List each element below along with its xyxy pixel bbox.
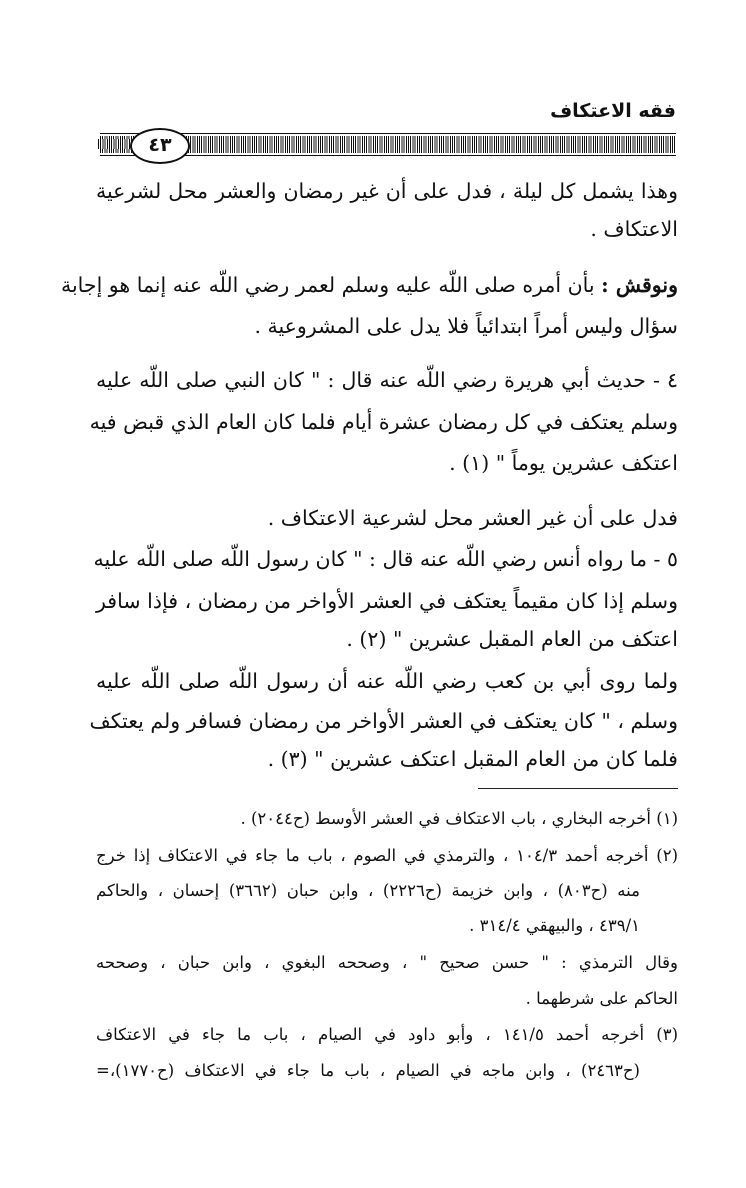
footnote-1: (١) أخرجه البخاري ، باب الاعتكاف في العشر الأوسط (ح٢٠٤٤) . — [240, 809, 678, 828]
body-line: وسلم ، " كان يعتكف في العشر الأواخر من رمضان فسافر ولم يعتكف — [89, 709, 678, 733]
body-line: فدل على أن غير العشر محل لشرعية الاعتكاف . — [267, 506, 678, 530]
footnote-2-line: (٢) أخرجه أحمد ١٠٤/٣ ، والترمذي في الصوم ، باب ما جاء في الاعتكاف إذا خرج — [96, 846, 678, 865]
header-rule-top — [100, 133, 676, 134]
footnote-2-line: منه (ح٨٠٣) ، وابن خزيمة (ح٢٢٢٦) ، وابن حبان (٣٦٦٢) إحسان ، والحاكم — [96, 881, 640, 900]
objection-label: ونوقش : — [601, 273, 678, 297]
footnote-3-line: (ح٢٤٦٣) ، وابن ماجه في الصيام ، باب ما جاء في الاعتكاف (ح١٧٧٠)،= — [96, 1061, 640, 1080]
footnote-separator — [478, 788, 678, 789]
footnote-2-line: ٤٣٩/١ ، والبيهقي ٣١٤/٤ . — [469, 916, 640, 935]
body-line: ٥ - ما رواه أنس رضي اللّه عنه قال : " كان رسول اللّه صلى اللّه عليه — [93, 547, 678, 571]
body-line: فلما كان من العام المقبل اعتكف عشرين " (٣) . — [267, 747, 678, 771]
running-header-title: فقه الاعتكاف — [550, 100, 676, 122]
body-line: ولما روى أبي بن كعب رضي اللّه عنه أن رسول اللّه صلى اللّه عليه — [96, 669, 678, 693]
body-line: ٤ - حديث أبي هريرة رضي اللّه عنه قال : " كان النبي صلى اللّه عليه — [96, 368, 678, 392]
body-line: وسلم إذا كان مقيماً يعتكف في العشر الأواخر من رمضان ، فإذا سافر — [96, 589, 678, 613]
footnote-2-line: الحاكم على شرطهما . — [525, 989, 678, 1008]
body-line: اعتكف من العام المقبل عشرين " (٢) . — [346, 627, 678, 651]
page-number-badge: ٤٣ — [130, 128, 190, 164]
footnote-3-line: (٣) أخرجه أحمد ١٤١/٥ ، وأبو داود في الصيام ، باب ما جاء في الاعتكاف — [96, 1025, 679, 1044]
header-rule-left-segment — [98, 139, 134, 149]
footnote-2-line: وقال الترمذي : " حسن صحيح " ، وصححه البغوي ، وابن حبان ، وصححه — [96, 953, 678, 972]
header-rule-bottom — [100, 155, 676, 156]
body-line: وسلم يعتكف في كل رمضان عشرة أيام فلما كان العام الذي قبض فيه — [89, 410, 678, 434]
body-line: اعتكف عشرين يوماً " (١) . — [449, 451, 678, 475]
body-line: سؤال وليس أمراً ابتدائياً فلا يدل على المشروعية . — [254, 314, 678, 338]
body-line: وهذا يشمل كل ليلة ، فدل على أن غير رمضان والعشر محل لشرعية — [96, 179, 678, 203]
body-line-text: بأن أمره صلى اللّه عليه وسلم لعمر رضي اللّه عنه إنما هو إجابة — [60, 273, 595, 297]
body-line-objection — [60, 270, 678, 300]
body-line: الاعتكاف . — [590, 217, 678, 241]
